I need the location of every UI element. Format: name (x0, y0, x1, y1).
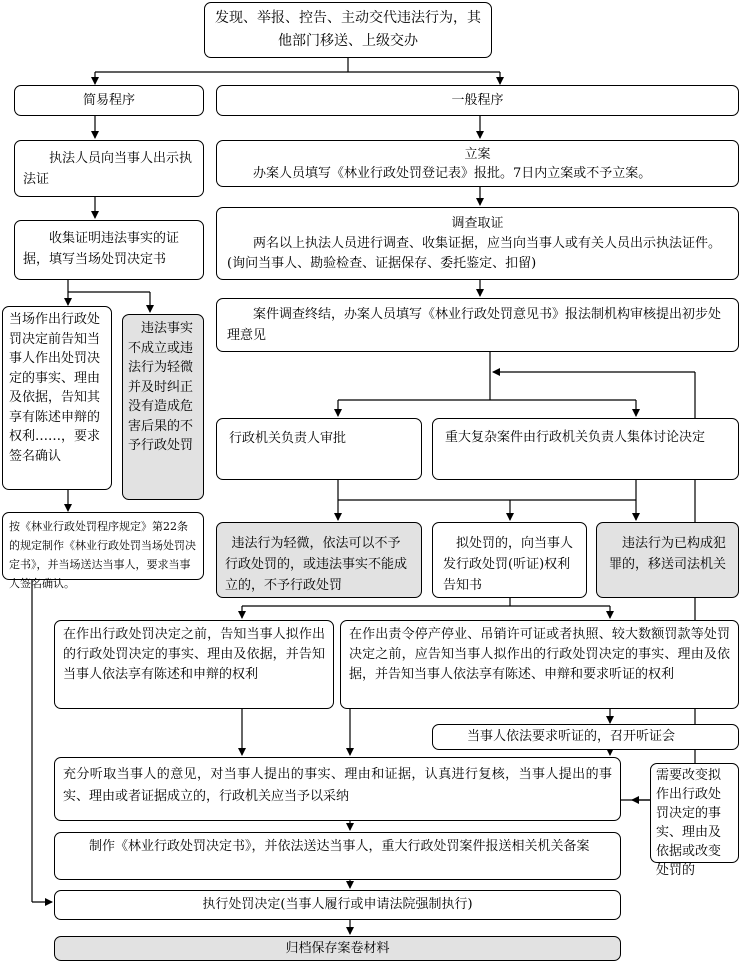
investigate-body: 两名以上执法人员进行调查、收集证据，应当向当事人或有关人员出示执法证件。(询问当事人、勘验检查、证据保存、委托鉴定、扣留) (227, 236, 722, 271)
onsite-inform-box: 当场作出行政处罚决定前告知当事人作出处罚决定的事实、理由及依据，告知其享有陈述申辩的权利……，要求签名确认 (2, 306, 112, 490)
simple-procedure-box: 简易程序 (14, 85, 204, 116)
notify-rights-box: 拟处罚的，向当事人发行政处罚(听证)权利告知书 (432, 522, 587, 598)
collect-evidence-box: 收集证明违法事实的证据，填写当场处罚决定书 (14, 220, 204, 280)
general-procedure-box: 一般程序 (216, 85, 739, 116)
need-change-box: 需要改变拟作出行政处罚决定的事实、理由及依据或改变处罚的 (650, 763, 739, 863)
hearing-box: 当事人依法要求听证的，召开听证会 (432, 724, 739, 750)
head-approve-box: 行政机关负责人审批 (216, 418, 422, 480)
collective-discuss-box: 重大复杂案件由行政机关负责人集体讨论决定 (432, 418, 739, 480)
archive-box: 归档保存案卷材料 (54, 936, 621, 961)
make-decision-box: 制作《林业行政处罚决定书》，并依法送达当事人，重大行政处罚案件报送相关机关备案 (54, 832, 621, 880)
no-penalty-simple-box: 违法事实不成立或违法行为轻微并及时纠正没有造成危害后果的不予行政处罚 (122, 314, 204, 500)
inform-statement-box: 在作出行政处罚决定之前，告知当事人拟作出的行政处罚决定的事实、理由及依据，并告知当事人依法享有陈述和申辩的权利 (54, 620, 334, 709)
investigation-end-box: 案件调查终结，办案人员填写《林业行政处罚意见书》报法制机构审核提出初步处理意见 (216, 298, 739, 352)
execute-decision-box: 执行处罚决定(当事人履行或申请法院强制执行) (54, 890, 621, 920)
listen-review-box: 充分听取当事人的意见，对当事人提出的事实、理由和证据，认真进行复核，当事人提出的事实、理由或者证据成立的，行政机关应当予以采纳 (54, 757, 621, 821)
no-penalty-general-box: 违法行为轻微，依法可以不予行政处罚的，或违法事实不能成立的，不予行政处罚 (216, 522, 422, 598)
show-id-box: 执法人员向当事人出示执法证 (14, 140, 204, 197)
onsite-decision-box: 按《林业行政处罚程序规定》第22条的规定制作《林业行政处罚当场处罚决定书》，并当场送达当事人，要求当事人签名确认。 (2, 512, 204, 580)
transfer-judicial-box: 违法行为已构成犯罪的，移送司法机关 (596, 522, 739, 598)
investigate-box (216, 207, 739, 280)
register-body: 办案人员填写《林业行政处罚登记表》报批。7日内立案或不予立案。 (253, 166, 652, 181)
investigate-title: 调查取证 (451, 216, 504, 231)
start-box: 发现、举报、控告、主动交代违法行为，其他部门移送、上级交办 (204, 2, 492, 58)
register-title: 立案 (464, 147, 491, 162)
register-case-box (216, 140, 739, 187)
inform-hearing-box: 在作出责令停产停业、吊销许可证或者执照、较大数额罚款等处罚决定之前，应告知当事人拟作出的行政处罚决定的事实、理由及依据，并告知当事人依法享有陈述、申辩和要求听证的权利 (340, 620, 739, 709)
